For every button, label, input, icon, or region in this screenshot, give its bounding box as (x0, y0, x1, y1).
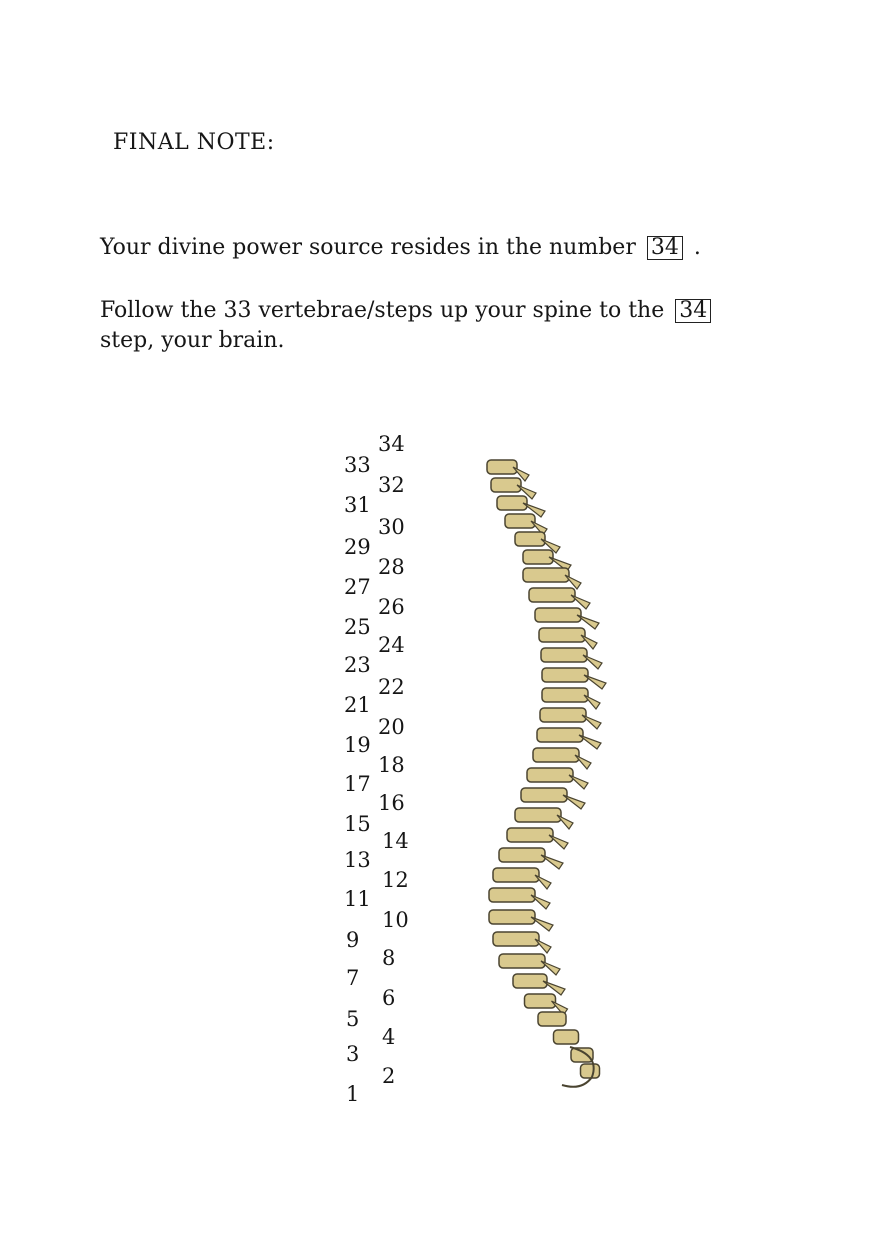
vertebra (537, 728, 583, 742)
vertebra (487, 460, 517, 474)
vertebra (493, 868, 539, 882)
power-source-period: . (693, 235, 701, 260)
vertebra-process (563, 795, 585, 809)
vertebra (554, 1030, 579, 1044)
vertebra-process (579, 735, 601, 749)
vertebra-number: 27 (344, 575, 371, 599)
vertebra (529, 588, 575, 602)
vertebra (571, 1048, 593, 1062)
vertebra (515, 808, 561, 822)
vertebra-number: 24 (378, 633, 405, 657)
vertebra-number: 2 (382, 1064, 396, 1088)
vertebra-number: 15 (344, 812, 371, 836)
vertebra-process (541, 855, 563, 869)
vertebra-number: 5 (346, 1007, 360, 1031)
vertebra (513, 974, 547, 988)
vertebra-number: 32 (378, 473, 405, 497)
vertebra (491, 478, 521, 492)
vertebra-process (583, 655, 602, 669)
vertebra-number: 30 (378, 515, 405, 539)
vertebra (497, 496, 527, 510)
vertebra-number: 12 (382, 868, 409, 892)
vertebra-number: 23 (344, 653, 371, 677)
vertebra (538, 1012, 566, 1026)
vertebra-number: 18 (378, 753, 405, 777)
vertebra-number: 8 (382, 946, 396, 970)
vertebra (527, 768, 573, 782)
vertebra-number: 7 (346, 966, 360, 990)
vertebra-number: 20 (378, 715, 405, 739)
vertebra-process (543, 981, 565, 995)
spine-steps-paragraph (100, 296, 800, 356)
vertebra-number: 31 (344, 493, 371, 517)
vertebra-number: 19 (344, 733, 371, 757)
vertebra-process (577, 615, 599, 629)
vertebra-process (584, 675, 606, 689)
vertebra-number: 16 (378, 791, 405, 815)
vertebra-number: 25 (344, 615, 371, 639)
vertebra-number: 17 (344, 772, 371, 796)
vertebra-number: 22 (378, 675, 405, 699)
vertebra-number: 9 (346, 928, 360, 952)
steps-text: Follow the 33 vertebrae/steps up your spine to the (100, 298, 665, 323)
vertebra (499, 954, 545, 968)
vertebra-process (569, 775, 588, 789)
vertebra-number: 13 (344, 848, 371, 872)
vertebra-process (549, 835, 568, 849)
vertebra-process (582, 715, 601, 729)
steps-text-line2: step, your brain. (100, 328, 285, 353)
vertebra (515, 532, 545, 546)
vertebra-number: 21 (344, 693, 371, 717)
vertebra-number: 10 (382, 908, 409, 932)
vertebra (507, 828, 553, 842)
boxed-number: 34 (647, 236, 683, 260)
vertebra-number: 4 (382, 1025, 396, 1049)
vertebra-number: 34 (378, 432, 405, 456)
vertebra-number: 6 (382, 986, 396, 1010)
spine-illustration (470, 455, 610, 1095)
vertebra (540, 708, 586, 722)
vertebra-number: 1 (346, 1082, 360, 1106)
vertebra (581, 1064, 600, 1078)
page-title: FINAL NOTE: (113, 130, 275, 155)
vertebra-number: 14 (382, 829, 409, 853)
vertebra-number: 29 (344, 535, 371, 559)
vertebra (542, 668, 588, 682)
vertebra (533, 748, 579, 762)
vertebra (505, 514, 535, 528)
vertebra-number: 11 (344, 887, 371, 911)
vertebra (493, 932, 539, 946)
vertebra (541, 648, 587, 662)
vertebra-process (531, 917, 553, 931)
vertebra-number: 28 (378, 555, 405, 579)
vertebra-number: 33 (344, 453, 371, 477)
power-source-paragraph (100, 233, 800, 263)
vertebra (539, 628, 585, 642)
vertebra-process (531, 895, 550, 909)
vertebra (489, 888, 535, 902)
vertebra (542, 688, 588, 702)
vertebra (499, 848, 545, 862)
vertebra (489, 910, 535, 924)
vertebra (535, 608, 581, 622)
power-source-text: Your divine power source resides in the number (100, 235, 636, 260)
vertebra-process (571, 595, 590, 609)
vertebra (523, 550, 553, 564)
vertebra-process (541, 961, 560, 975)
vertebra-number: 3 (346, 1042, 360, 1066)
vertebra (525, 994, 556, 1008)
vertebra-number: 26 (378, 595, 405, 619)
vertebra (521, 788, 567, 802)
boxed-number: 34 (675, 299, 711, 323)
vertebra (523, 568, 569, 582)
